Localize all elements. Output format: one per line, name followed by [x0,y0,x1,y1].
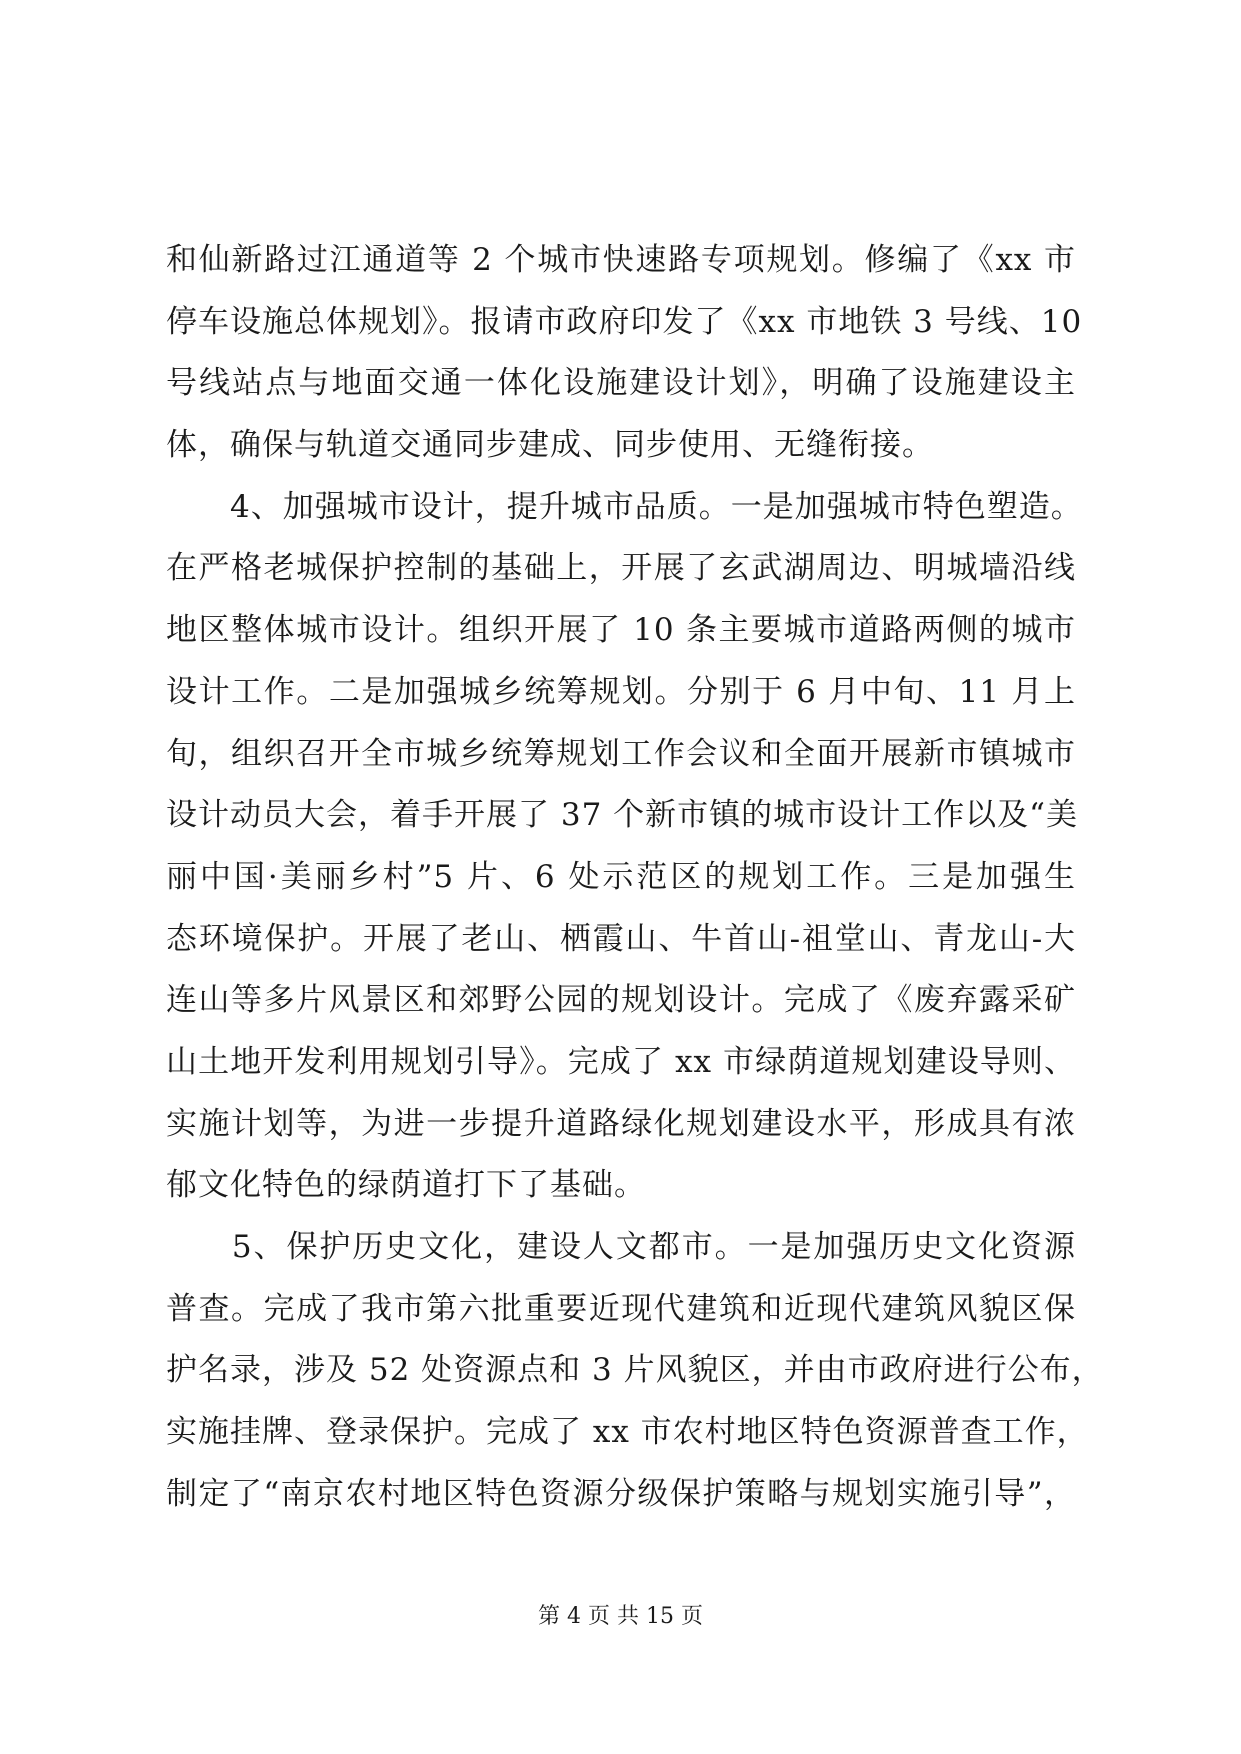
text-line: 4、加强城市设计，提升城市品质。一是加强城市特色塑造。 [166,488,1083,525]
text-line: 设计工作。二是加强城乡统筹规划。分别于 6 月中旬、11 月上 [166,673,1076,710]
page-number-footer: 第 4 页 共 15 页 [538,1604,703,1629]
text-line: 实施计划等，为进一步提升道路绿化规划建设水平，形成具有浓 [166,1105,1076,1142]
text-line: 态环境保护。开展了老山、栖霞山、牛首山-祖堂山、青龙山-大 [166,920,1076,957]
text-line: 地区整体城市设计。组织开展了 10 条主要城市道路两侧的城市 [166,612,1076,649]
text-line: 体，确保与轨道交通同步建成、同步使用、无缝衔接。 [166,427,934,464]
text-line: 连山等多片风景区和郊野公园的规划设计。完成了《废弃露采矿 [166,982,1076,1019]
text-line: 制定了“南京农村地区特色资源分级保护策略与规划实施引导”， [166,1475,1076,1512]
text-line: 丽中国·美丽乡村”5 片、6 处示范区的规划工作。三是加强生 [166,858,1076,895]
text-line: 在严格老城保护控制的基础上，开展了玄武湖周边、明城墙沿线 [166,550,1076,587]
text-line: 旬，组织召开全市城乡统筹规划工作会议和全面开展新市镇城市 [166,735,1076,772]
text-line: 普查。完成了我市第六批重要近现代建筑和近现代建筑风貌区保 [166,1290,1076,1327]
text-line: 号线站点与地面交通一体化设施建设计划》，明确了设施建设主 [166,365,1076,402]
text-line: 5、保护历史文化，建设人文都市。一是加强历史文化资源 [166,1229,1076,1265]
text-line: 和仙新路过江通道等 2 个城市快速路专项规划。修编了《xx 市 [166,242,1076,278]
text-line: 停车设施总体规划》。报请市政府印发了《xx 市地铁 3 号线、10 [166,303,1083,340]
text-line: 山土地开发利用规划引导》。完成了 xx 市绿荫道规划建设导则、 [166,1043,1076,1080]
body-text [166,230,1104,1525]
text-line: 设计动员大会，着手开展了 37 个新市镇的城市设计工作以及“美 [166,797,1078,834]
text-line: 实施挂牌、登录保护。完成了 xx 市农村地区特色资源普查工作， [166,1414,1089,1451]
text-line: 护名录，涉及 52 处资源点和 3 片风貌区，并由市政府进行公布， [166,1352,1104,1389]
text-line: 郁文化特色的绿荫道打下了基础。 [166,1167,646,1204]
